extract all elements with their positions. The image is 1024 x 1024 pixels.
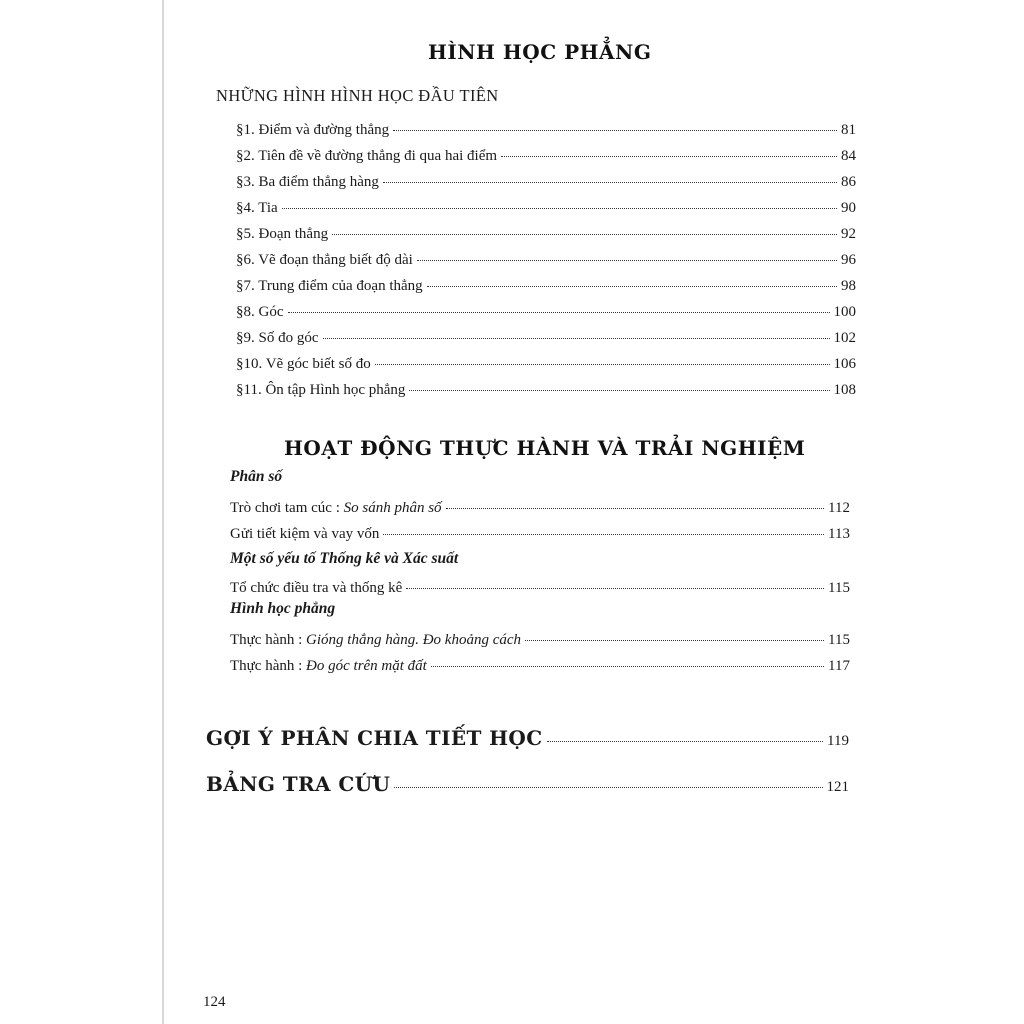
toc-appendix-lesson-plan[interactable] — [206, 726, 849, 750]
toc-item-label: §9. Số đo góc — [236, 330, 319, 346]
toc-item[interactable] — [236, 148, 856, 165]
toc-item-label: §7. Trung điểm của đoạn thẳng — [236, 278, 423, 294]
section-title-geometry: HÌNH HỌC PHẲNG — [428, 40, 652, 64]
leader-dots — [446, 508, 824, 509]
toc-item-label: §11. Ôn tập Hình học phẳng — [236, 382, 406, 398]
appendix-label: GỢI Ý PHÂN CHIA TIẾT HỌC — [206, 726, 543, 750]
toc-item-page: 86 — [841, 174, 856, 190]
toc-item-label: §5. Đoạn thẳng — [236, 226, 329, 242]
group-heading-fractions: Phân số — [230, 468, 283, 485]
toc-item-page: 100 — [833, 304, 856, 320]
toc-item-label: §1. Điểm và đường thẳng — [236, 122, 390, 138]
toc-item-page: 113 — [828, 526, 850, 542]
toc-item-label: §3. Ba điểm thẳng hàng — [236, 174, 379, 190]
toc-item-page: 102 — [833, 330, 856, 346]
leader-dots — [431, 666, 824, 667]
toc-appendix-index[interactable] — [206, 772, 849, 796]
toc-item[interactable] — [236, 122, 856, 139]
group-heading-geometry: Hình học phẳng — [230, 600, 336, 617]
leader-dots — [323, 338, 830, 339]
leader-dots — [525, 640, 824, 641]
toc-item-page: 98 — [841, 278, 856, 294]
toc-item[interactable] — [236, 304, 856, 321]
leader-dots — [427, 286, 837, 287]
toc-item-page: 81 — [841, 122, 856, 138]
toc-item[interactable] — [236, 356, 856, 373]
toc-item[interactable] — [236, 382, 856, 399]
toc-item[interactable] — [236, 252, 856, 269]
leader-dots — [406, 588, 824, 589]
toc-item-page: 117 — [828, 658, 850, 674]
toc-item-page: 115 — [828, 580, 850, 596]
toc-item[interactable] — [230, 658, 850, 675]
toc-item-page: 112 — [828, 500, 850, 516]
toc-item[interactable] — [230, 500, 850, 517]
group-heading-statistics: Một số yếu tố Thống kê và Xác suất — [230, 550, 459, 567]
leader-dots — [375, 364, 830, 365]
toc-item-label: §4. Tia — [236, 200, 278, 216]
leader-dots — [393, 130, 837, 131]
leader-dots — [332, 234, 837, 235]
toc-item-label: Trò chơi tam cúc : So sánh phân số — [230, 500, 442, 516]
toc-item[interactable] — [230, 580, 850, 597]
leader-dots — [417, 260, 837, 261]
toc-item-label: Thực hành : Gióng thẳng hàng. Đo khoảng cách — [230, 632, 522, 648]
toc-item[interactable] — [230, 526, 850, 543]
toc-item-page: 92 — [841, 226, 856, 242]
toc-item[interactable] — [236, 174, 856, 191]
leader-dots — [383, 534, 824, 535]
toc-item-page: 90 — [841, 200, 856, 216]
toc-item-label: Tổ chức điều tra và thống kê — [230, 580, 403, 596]
toc-item-label: §6. Vẽ đoạn thẳng biết độ dài — [236, 252, 413, 268]
leader-dots — [383, 182, 837, 183]
toc-item-page: 106 — [833, 356, 856, 372]
toc-item-label: §10. Vẽ góc biết số đo — [236, 356, 371, 372]
toc-item-label: Gửi tiết kiệm và vay vốn — [230, 526, 380, 542]
toc-item[interactable] — [236, 330, 856, 347]
section-title-activities: HOẠT ĐỘNG THỰC HÀNH VÀ TRẢI NGHIỆM — [284, 436, 806, 460]
leader-dots — [501, 156, 837, 157]
toc-item-label: Thực hành : Đo góc trên mặt đất — [230, 658, 427, 674]
toc-item[interactable] — [236, 278, 856, 295]
leader-dots — [288, 312, 830, 313]
toc-item[interactable] — [236, 226, 856, 243]
leader-dots — [409, 390, 829, 391]
page-number: 124 — [203, 994, 226, 1010]
toc-item[interactable] — [230, 632, 850, 649]
appendix-page: 119 — [827, 733, 849, 749]
chapter-title-first-shapes: NHỮNG HÌNH HÌNH HỌC ĐẦU TIÊN — [216, 86, 499, 105]
toc-item-label: §8. Góc — [236, 304, 284, 320]
toc-item-label: §2. Tiên đề về đường thẳng đi qua hai điểm — [236, 148, 498, 164]
toc-item-page: 84 — [841, 148, 856, 164]
leader-dots — [282, 208, 837, 209]
toc-item-page: 108 — [833, 382, 856, 398]
leader-dots — [394, 787, 822, 788]
leader-dots — [547, 741, 823, 742]
toc-item-page: 115 — [828, 632, 850, 648]
toc-item-page: 96 — [841, 252, 856, 268]
toc-item[interactable] — [236, 200, 856, 217]
appendix-page: 121 — [826, 779, 849, 795]
appendix-label: BẢNG TRA CỨU — [206, 772, 391, 796]
